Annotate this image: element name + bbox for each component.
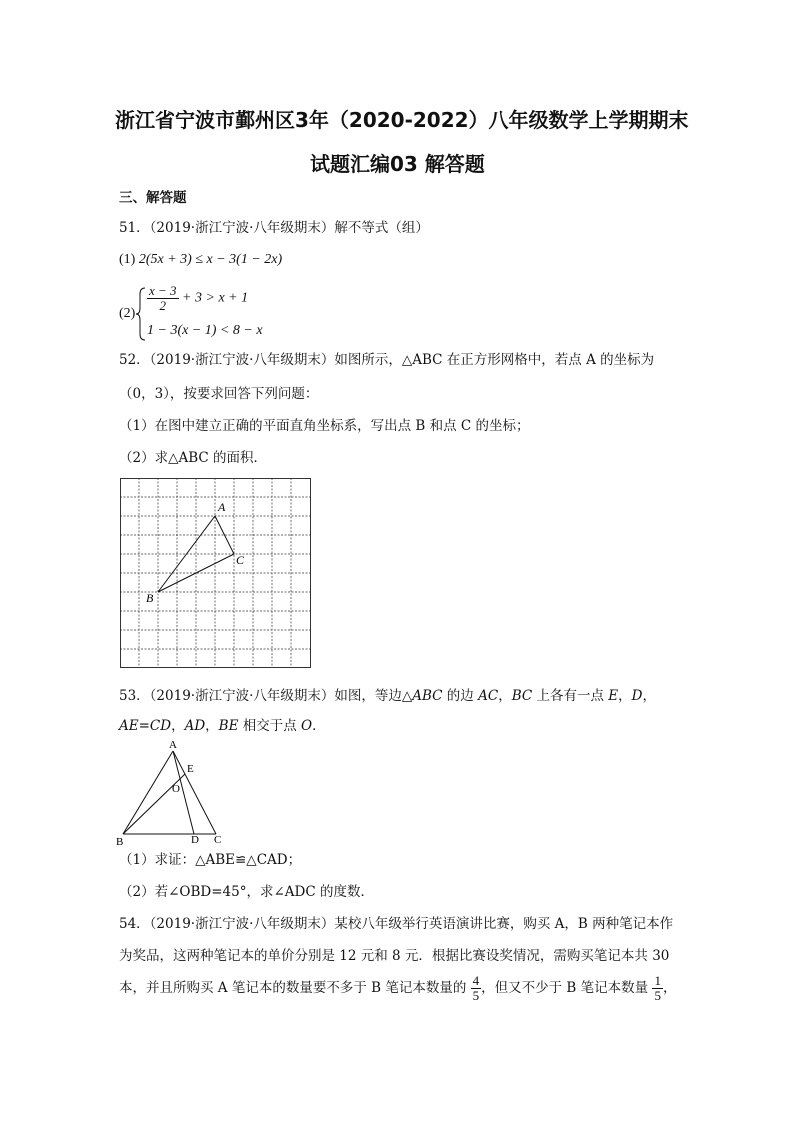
- q52-label-a: A: [218, 500, 226, 514]
- q54-line3-text-b: ，但又不少于 B 笔记本数量: [481, 980, 649, 996]
- q51-part1: [119, 252, 282, 268]
- q54-line2: 为奖品，这两种笔记本的单价分别是 12 元和 8 元．根据比赛设奖情况，需购买笔记本共 30: [119, 948, 670, 964]
- q53-line1-text-c: 的边: [442, 688, 479, 704]
- q53-line1-comma2: ，: [618, 688, 632, 704]
- q53-line1-e: E: [608, 688, 619, 704]
- q53-line2-ad: AD: [184, 718, 206, 734]
- q53-line2-comma2: ，: [205, 718, 219, 734]
- q53-line1-text-g: 上各有一点: [532, 688, 609, 704]
- document-title-line1: 浙江省宁波市鄞州区3年（2020-2022）八年级数学上学期期末: [115, 108, 689, 132]
- q53-line2-o: O: [301, 718, 313, 734]
- section-heading: 三、解答题: [119, 190, 187, 206]
- q53-triangle-figure: [112, 736, 232, 848]
- q54-frac1-den: 5: [472, 988, 480, 1003]
- q51-part2-ineq2: 1 − 3(x − 1) < 8 − x: [147, 323, 263, 338]
- q54-line3-text-a: 本，并且所购买 A 笔记本的数量要不多于 B 笔记本数量的: [119, 980, 467, 996]
- q53-line1-ac: AC: [478, 688, 499, 704]
- q53-line1-abc: ABC: [412, 688, 443, 704]
- q54-line1: 54．（2019·浙江宁波·八年级期末）某校八年级举行英语演讲比赛，购买 A，B 两种笔记本作: [119, 916, 674, 932]
- q53-label-d: D: [191, 834, 199, 846]
- q51-part1-expression: 2(5x + 3) ≤ x − 3(1 − 2x): [138, 252, 283, 267]
- q53-line2: [119, 716, 326, 736]
- q53-sub2: （2）若∠OBD=45°，求∠ADC 的度数．: [119, 884, 374, 900]
- q53-line2-be: BE: [218, 718, 239, 734]
- q51-part2-ineq1-rest: + 3 > x + 1: [182, 290, 249, 306]
- q51-part2-numerator: x − 3: [149, 283, 177, 298]
- q53-line1-text-a: 53．（2019·浙江宁波·八年级期末）如图，等边△: [119, 688, 413, 704]
- q53-line2-ae-cd: AE=CD: [119, 718, 172, 734]
- document-title-line2: 试题汇编03 解答题: [310, 152, 485, 176]
- q53-line1-comma3: ，: [642, 688, 656, 704]
- q51-stem: 51．（2019·浙江宁波·八年级期末）解不等式（组）: [119, 220, 429, 236]
- q52-sub2: （2）求△ABC 的面积．: [119, 450, 268, 466]
- q53-line2-text-f: 相交于点: [238, 718, 302, 734]
- q53-line2-period: ．: [312, 718, 326, 734]
- q53-line1-bc: BC: [511, 688, 533, 704]
- q53-label-o: O: [172, 783, 180, 795]
- q53-label-c: C: [214, 834, 222, 846]
- q51-part1-prefix: (1): [119, 252, 136, 267]
- q53-label-b: B: [116, 836, 124, 848]
- q53-label-e: E: [187, 763, 194, 775]
- q54-fraction-1-5: [652, 974, 663, 1003]
- q52-label-b: B: [146, 591, 154, 605]
- q53-line1-comma1: ，: [498, 688, 512, 704]
- q54-frac2-num: 1: [654, 973, 661, 988]
- q52-sub1: （1）在图中建立正确的平面直角坐标系，写出点 B 和点 C 的坐标；: [119, 418, 530, 434]
- q52-line2: （0，3），按要求回答下列问题：: [119, 386, 319, 402]
- q53-line1: [119, 686, 656, 706]
- q53-line2-comma1: ，: [171, 718, 185, 734]
- q54-frac1-num: 4: [472, 973, 480, 988]
- q54-fraction-4-5: [471, 974, 482, 1003]
- q54-frac2-den: 5: [654, 988, 661, 1003]
- q53-line1-d: D: [631, 688, 643, 704]
- q52-line1: 52．（2019·浙江宁波·八年级期末）如图所示，△ABC 在正方形网格中，若点 A 的坐标为: [119, 352, 655, 368]
- q51-part2-prefix: (2): [119, 306, 136, 321]
- q52-grid-figure: [120, 478, 312, 669]
- q51-part2-fraction: [147, 284, 179, 313]
- q51-part2-denominator: 2: [159, 298, 167, 313]
- q54-line3: [119, 974, 676, 1003]
- q53-sub1: （1）求证：△ABE≌△CAD；: [119, 852, 302, 868]
- q54-line3-text-c: ，: [662, 980, 677, 996]
- q53-label-a: A: [169, 739, 177, 751]
- q52-label-c: C: [236, 553, 245, 567]
